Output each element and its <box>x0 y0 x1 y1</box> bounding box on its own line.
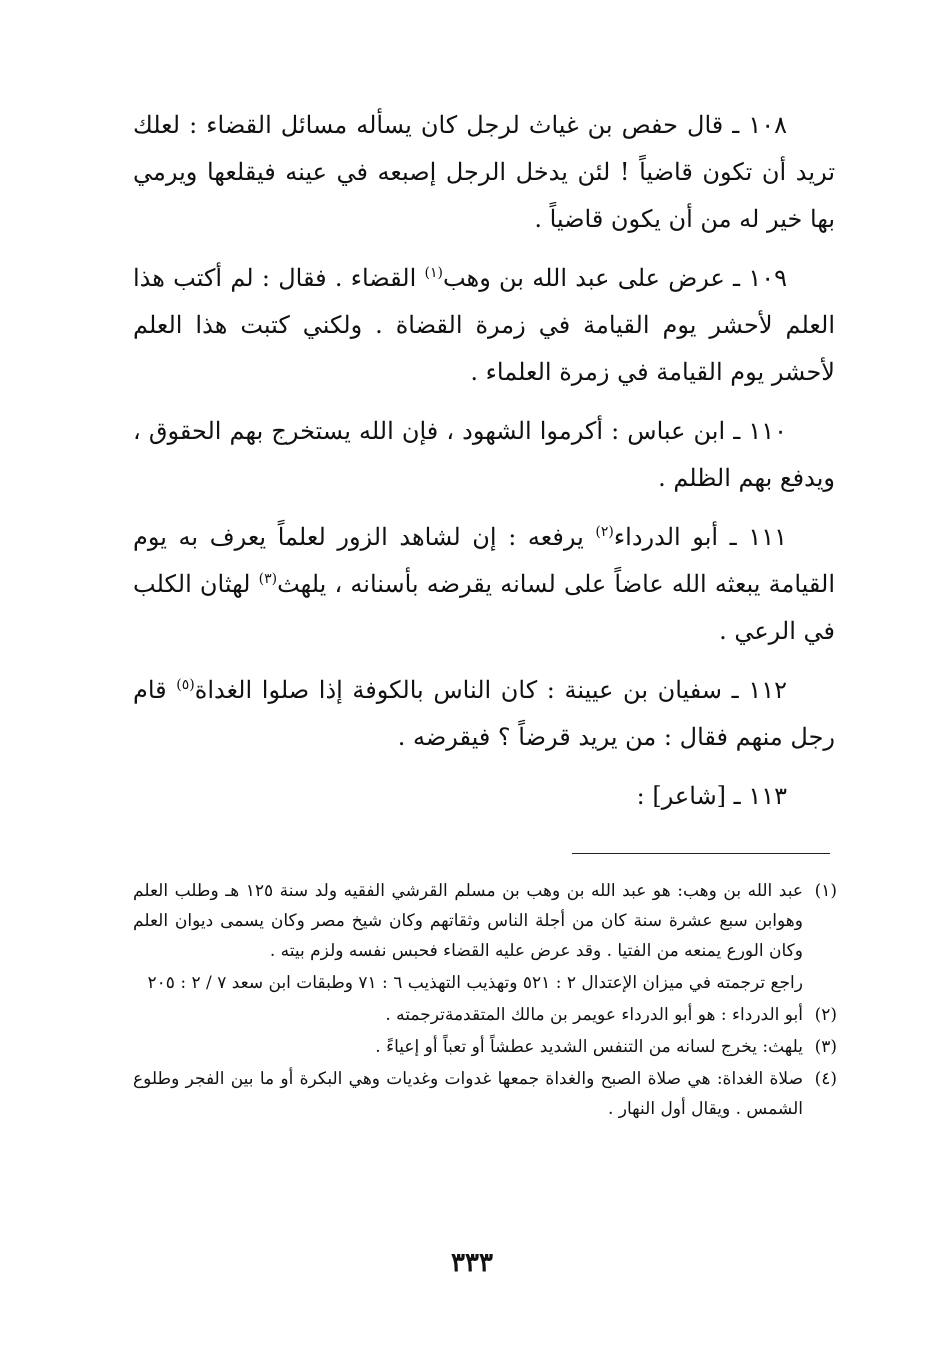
footnote-4 <box>133 1064 837 1124</box>
paragraph-109 <box>133 255 835 396</box>
footnote-separator <box>572 853 830 854</box>
paragraph-112-end: قام رجل منهم فقال : من يريد قرضاً ؟ فيقرضه . <box>133 676 835 751</box>
paragraph-112-start: ١١٢ ـ سفيان بن عيينة : كان الناس بالكوفة إذا صلوا الغداة <box>194 676 787 704</box>
paragraph-113: ١١٣ ـ [شاعر] : <box>636 782 787 810</box>
paragraph-108: ١٠٨ ـ قال حفص بن غياث لرجل كان يسأله مسائل القضاء : لعلك تريد أن تكون قاضياً ! لئن يدخل الرجل إصبعه في عينه فيقلعها ويرمي بها خير له من أن يكون قاضياً . <box>133 111 835 233</box>
paragraph-109-start: ١٠٩ ـ عرض على عبد الله بن وهب <box>442 264 788 292</box>
footnote-4-text: صلاة الغداة: هي صلاة الصبح والغداة جمعها غدوات وغديات وهي البكرة أو ما بين الفجر وطلوع الشمس . ويقال أول النهار . <box>133 1069 803 1119</box>
footnote-reference-2: (٢) <box>595 524 614 540</box>
paragraph-111 <box>133 514 835 655</box>
footnote-1 <box>133 876 837 966</box>
paragraph-111-middle: يرفعه : إن لشاهد الزور لعلماً يعرف به يوم القيامة يبعثه الله عاضاً على لسانه يقرضه بأسنانه ، يلهث <box>133 523 835 598</box>
footnotes-section <box>133 876 837 1126</box>
footnote-reference-5: (٥) <box>176 677 195 693</box>
footnote-reference-1: (١) <box>424 265 443 281</box>
footnote-3-number: (٣) <box>814 1037 837 1057</box>
page-number: ٣٣٣ <box>451 1248 493 1278</box>
footnote-2 <box>133 1000 837 1030</box>
footnote-2-text: أبو الدرداء : هو أبو الدرداء عويمر بن مالك المتقدمةترجمته . <box>385 1005 803 1025</box>
footnote-2-number: (٢) <box>814 1005 837 1025</box>
footnote-3 <box>133 1032 837 1062</box>
footnote-reference-3: (٣) <box>258 571 278 587</box>
paragraph-110: ١١٠ ـ ابن عباس : أكرموا الشهود ، فإن الله يستخرج بهم الحقوق ، ويدفع بهم الظلم . <box>133 417 835 492</box>
paragraph-111-start: ١١١ ـ أبو الدرداء <box>613 523 787 551</box>
footnote-1-number: (١) <box>814 881 837 901</box>
paragraph-111-end: لهثان الكلب في الرعي . <box>133 570 835 645</box>
footnote-3-text: يلهث: يخرج لسانه من التنفس الشديد عطشاً أو تعباً أو إعياءً . <box>375 1037 803 1057</box>
footnote-1-text: عبد الله بن وهب: هو عبد الله بن وهب بن مسلم القرشي الفقيه ولد سنة ١٢٥ هـ وطلب العلم وهوابن سبع عشرة سنة كان من أجلة الناس وثقاتهم وكان شيخ مصر وكان يسمى ديوان العلم وكان الورع يمنعه من الفتيا . وقد عرض عليه القضاء فحبس نفسه ولزم بيته . <box>133 881 804 961</box>
paragraph-112 <box>133 667 835 761</box>
paragraph-109-end: القضاء . فقال : لم أكتب هذا العلم لأحشر يوم القيامة في زمرة القضاة . ولكني كتبت هذا العلم لأحشر يوم القيامة في زمرة العلماء . <box>133 264 835 386</box>
main-text <box>133 102 835 820</box>
footnote-4-number: (٤) <box>814 1069 837 1089</box>
footnote-1-continuation: راجع ترجمته في ميزان الإعتدال ٢ : ٥٢١ وتهذيب التهذيب ٦ : ٧١ وطبقات ابن سعد ٧ / ٢ : ٢٠٥ <box>147 973 803 993</box>
